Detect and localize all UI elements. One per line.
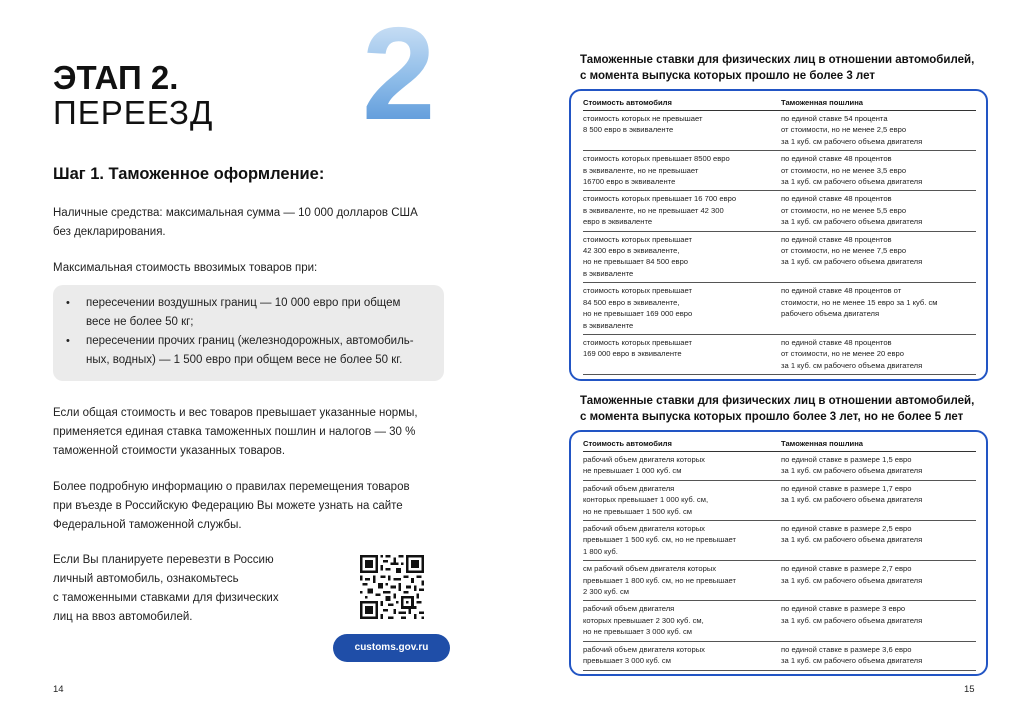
unified-rate-text [53, 404, 453, 461]
text-line: ных, водных) — 1 500 евро при общем весе не более 50 кг. [86, 354, 403, 366]
column-header-car-value: Стоимость автомобиля [583, 438, 781, 452]
stage-subtitle: ПЕРЕЕЗД [53, 94, 214, 131]
cell-line: не превышает 1 000 куб. см [583, 466, 682, 476]
table-row [583, 111, 976, 151]
cell-car-value [583, 641, 781, 670]
cell-line: от стоимости, но не менее 7,5 евро [781, 246, 907, 256]
cell-line: 169 000 евро в эквиваленте [583, 349, 682, 359]
table-header-row [583, 438, 976, 452]
cell-line: 1 800 куб. [583, 546, 618, 556]
cell-line: стоимость которых превышает [583, 234, 692, 244]
cell-line: по единой ставке 48 процентов [781, 194, 892, 204]
table-row [583, 641, 976, 670]
cell-line: от стоимости, но не менее 5,5 евро [781, 205, 907, 215]
table-header-row [583, 97, 976, 111]
more-info-text [53, 478, 453, 535]
max-cost-text: Максимальная стоимость ввозимых товаров при: [53, 262, 318, 274]
cell-car-value [583, 334, 781, 374]
text-line: Наличные средства: максимальная сумма — 10 000 долларов США [53, 207, 418, 219]
stage-number: 2 [362, 0, 432, 147]
text-line: без декларирования. [53, 226, 166, 238]
cell-duty [781, 283, 976, 335]
cell-line: по единой ставке в размере 3 евро [781, 604, 906, 614]
text-line: Если Вы планируете перевезти в Россию [53, 554, 274, 566]
cell-duty [781, 111, 976, 151]
cell-line: но не превышает 84 500 евро [583, 257, 689, 267]
text-line: Более подробную информацию о правилах перемещения товаров [53, 481, 410, 493]
table-title-new-cars [580, 52, 980, 84]
table-row [583, 191, 976, 231]
cell-line: конторых превышает 1 000 куб. см, [583, 495, 709, 505]
cell-line: за 1 куб. см рабочего объема двигателя [781, 615, 923, 625]
rates-table-3-5-year-cars [569, 430, 988, 676]
limits-list [53, 285, 444, 370]
cell-line: по единой ставке в размере 2,5 евро [781, 524, 912, 534]
text-line: применяется единая ставка таможенных пошлин и налогов — 30 % [53, 426, 416, 438]
text-line: • пересечении воздушных границ — 10 000 евро при общем [86, 297, 401, 309]
limits-box [53, 285, 444, 381]
text-line: лиц на ввоз автомобилей. [53, 611, 193, 623]
cell-car-value [583, 151, 781, 191]
cell-line: по единой ставке 54 процента [781, 114, 888, 123]
cell-line: по единой ставке в размере 3,6 евро [781, 644, 912, 654]
cell-line: за 1 куб. см рабочего объема двигателя [781, 466, 923, 476]
cell-line: рабочий объем двигателя [583, 604, 675, 614]
column-header-duty: Таможенная пошлина [781, 97, 976, 111]
cell-line: в эквиваленте, но не превышает [583, 165, 699, 175]
cell-car-value [583, 601, 781, 641]
cell-duty [781, 601, 976, 641]
table-row [583, 452, 976, 481]
rates-table-new-cars [569, 89, 988, 381]
cell-line: за 1 куб. см рабочего объема двигателя [781, 136, 923, 146]
list-item [66, 332, 430, 370]
cell-line: за 1 куб. см рабочего объема двигателя [781, 177, 923, 187]
table-row [583, 480, 976, 520]
cell-line: за 1 куб. см рабочего объема двигателя [781, 575, 923, 585]
cell-duty [781, 641, 976, 670]
cell-line: превышает 1 800 куб. см, но не превышает [583, 575, 737, 585]
cell-line: за 1 куб. см рабочего объема двигателя [781, 217, 923, 227]
cell-duty [781, 521, 976, 561]
cell-line: по единой ставке 48 процентов [781, 154, 892, 164]
cell-car-value [583, 521, 781, 561]
text-line: • пересечении прочих границ (железнодорожных, автомобиль- [86, 335, 414, 347]
cell-line: стоимость которых не превышает [583, 114, 703, 123]
cell-line: стоимость которых превышает [583, 337, 692, 347]
cell-line: по единой ставке 48 процентов от [781, 286, 902, 296]
cell-line: рабочий объем двигателя которых [583, 455, 705, 464]
text-line: при въезде в Российскую Федерацию Вы можете узнать на сайте [53, 500, 403, 512]
cell-line: за 1 куб. см рабочего объема двигателя [781, 360, 923, 370]
table-row [583, 521, 976, 561]
rates-table [583, 97, 976, 375]
cell-line: 16700 евро в эквиваленте [583, 177, 676, 187]
cell-car-value [583, 231, 781, 283]
cell-car-value [583, 111, 781, 151]
cell-line: за 1 куб. см рабочего объема двигателя [781, 495, 923, 505]
cell-line: превышает 1 500 куб. см, но не превышает [583, 535, 737, 545]
text-line: Таможенные ставки для физических лиц в отношении автомобилей, [580, 395, 975, 407]
cell-line: по единой ставке в размере 1,5 евро [781, 455, 912, 464]
table-row [583, 334, 976, 374]
cell-car-value [583, 561, 781, 601]
cell-duty [781, 452, 976, 481]
cell-line: стоимость которых превышает [583, 286, 692, 296]
step-heading: Шаг 1. Таможенное оформление: [53, 165, 325, 183]
text-line: Если общая стоимость и вес товаров превышает указанные нормы, [53, 407, 418, 419]
cash-limit-text [53, 204, 453, 242]
page-number: 14 [53, 684, 64, 695]
cell-line: стоимость которых превышает 16 700 евро [583, 194, 737, 204]
cell-car-value [583, 191, 781, 231]
cell-line: стоимость которых превышает 8500 евро [583, 154, 730, 164]
cell-line: за 1 куб. см рабочего объема двигателя [781, 535, 923, 545]
table-row [583, 283, 976, 335]
text-line: с момента выпуска которых прошло более 3 лет, но не более 5 лет [580, 411, 964, 423]
cell-line: 84 500 евро в эквиваленте, [583, 297, 680, 307]
text-line: Федеральной таможенной службы. [53, 519, 242, 531]
list-item [66, 294, 430, 332]
cell-line: в эквиваленте [583, 268, 634, 278]
cell-duty [781, 480, 976, 520]
cell-line: стоимости, но не менее 15 евро за 1 куб. см [781, 297, 938, 307]
right-page [512, 0, 1024, 726]
qr-code[interactable] [360, 555, 424, 619]
cell-line: евро в эквиваленте [583, 217, 653, 227]
cell-car-value [583, 452, 781, 481]
cell-line: но не превышает 1 500 куб. см [583, 506, 692, 516]
text-line: весе не более 50 кг; [86, 316, 194, 328]
table-row [583, 561, 976, 601]
qr-code-image [360, 555, 424, 619]
stage-title: ЭТАП 2. [53, 59, 179, 96]
cell-line: рабочий объем двигателя которых [583, 644, 705, 654]
cell-line: за 1 куб. см рабочего объема двигателя [781, 257, 923, 267]
table-row [583, 231, 976, 283]
cell-line: 2 300 куб. см [583, 587, 629, 597]
customs-site-button[interactable]: customs.gov.ru [333, 634, 450, 662]
cell-line: за 1 куб. см рабочего объема двигателя [781, 656, 923, 666]
cell-line: 42 300 евро в эквиваленте, [583, 246, 680, 256]
cell-duty [781, 191, 976, 231]
table-title-3-5-year-cars [580, 393, 980, 425]
cell-line: по единой ставке в размере 1,7 евро [781, 483, 912, 493]
column-header-car-value: Стоимость автомобиля [583, 97, 781, 111]
cell-line: рабочий объем двигателя которых [583, 524, 705, 534]
text-line: личный автомобиль, ознакомьтесь [53, 573, 239, 585]
cell-line: 8 500 евро в эквиваленте [583, 125, 674, 135]
cell-line: рабочий объем двигателя [583, 483, 675, 493]
cell-line: от стоимости, но не менее 2,5 евро [781, 125, 907, 135]
cell-line: по единой ставке 48 процентов [781, 337, 892, 347]
cell-line: по единой ставке в размере 2,7 евро [781, 564, 912, 574]
cell-line: но не превышает 3 000 куб. см [583, 627, 692, 637]
cell-line: в эквиваленте, но не превышает 42 300 [583, 205, 724, 215]
cell-line: по единой ставке 48 процентов [781, 234, 892, 244]
cell-car-value [583, 480, 781, 520]
table-row [583, 601, 976, 641]
cell-duty [781, 561, 976, 601]
text-line: с таможенными ставками для физических [53, 592, 279, 604]
cell-duty [781, 334, 976, 374]
cell-line: от стоимости, но не менее 3,5 евро [781, 165, 907, 175]
cell-line: от стоимости, но не менее 20 евро [781, 349, 904, 359]
text-line: с момента выпуска которых прошло не более 3 лет [580, 70, 875, 82]
text-line: таможенной стоимости указанных товаров. [53, 445, 286, 457]
text-line: Таможенные ставки для физических лиц в отношении автомобилей, [580, 54, 975, 66]
cell-line: рабочего объема двигателя [781, 309, 880, 319]
cell-line: в эквиваленте [583, 320, 634, 330]
car-import-text [53, 551, 313, 627]
rates-table [583, 438, 976, 671]
table-row [583, 151, 976, 191]
cell-line: см рабочий объем двигателя которых [583, 564, 717, 574]
cell-line: превышает 3 000 куб. см [583, 656, 671, 666]
cell-duty [781, 151, 976, 191]
cell-line: но не превышает 169 000 евро [583, 309, 693, 319]
cell-car-value [583, 283, 781, 335]
page-number: 15 [964, 684, 975, 695]
column-header-duty: Таможенная пошлина [781, 438, 976, 452]
cell-line: которых превышает 2 300 куб. см, [583, 615, 704, 625]
cell-duty [781, 231, 976, 283]
